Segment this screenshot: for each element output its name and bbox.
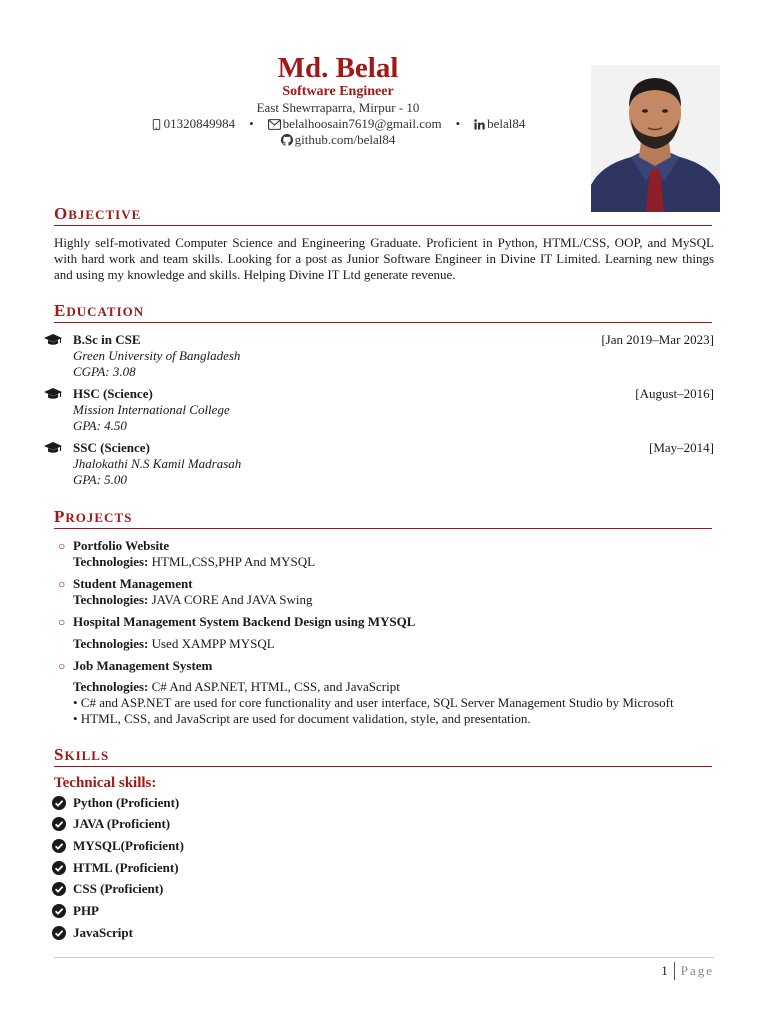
education-grade: GPA: 5.00 [73,472,127,487]
education-grade: CGPA: 3.08 [73,364,136,379]
tech-value: HTML,CSS,PHP And MYSQL [151,554,316,569]
check-circle-icon [52,882,73,896]
phone-contact [151,116,236,132]
education-grade: GPA: 4.50 [73,418,127,433]
page-label: Page [680,963,714,978]
education-item [44,332,714,380]
skill-label: PHP [73,903,99,918]
education-date: [May–2014] [649,440,714,455]
project-item [58,538,718,570]
education-degree: B.Sc in CSE [73,332,141,347]
envelope-icon [268,119,281,130]
linkedin-handle[interactable]: belal84 [487,116,526,131]
circle-bullet-icon: ○ [58,659,66,673]
projects-heading [54,508,712,529]
education-degree: HSC (Science) [73,386,153,401]
candidate-role: Software Engineer [282,84,394,99]
contact-line [120,116,556,132]
skill-label: Python (Proficient) [73,795,180,810]
profile-photo [591,65,720,212]
education-school: Jhalokathi N.S Kamil Madrasah [73,456,242,471]
heading-rest: ROJECTS [65,510,133,525]
heading-initial: E [54,301,67,320]
skill-item [52,816,170,832]
project-title: Hospital Management System Backend Design using MYSQL [73,614,416,629]
skills-subtitle: Technical skills: [54,775,157,791]
objective-heading [54,205,712,226]
github-contact[interactable] [120,132,556,148]
separator: • [455,116,461,131]
email-address[interactable]: belalhoosain7619@gmail.com [282,116,442,131]
education-date: [Jan 2019–Mar 2023] [601,332,714,347]
check-circle-icon [52,796,73,810]
project-tech [58,554,718,570]
skill-label: MYSQL(Proficient) [73,838,184,853]
skill-item [52,860,179,876]
heading-initial: S [54,745,65,764]
skill-label: JavaScript [73,925,133,940]
graduation-cap-icon [44,388,73,400]
project-title: Student Management [73,576,193,591]
heading-rest: DUCATION [66,304,145,319]
skill-label: CSS (Proficient) [73,881,164,896]
candidate-name: Md. Belal [277,52,399,84]
education-school: Green University of Bangladesh [73,348,241,363]
check-circle-icon [52,817,73,831]
page-number: 1 [661,963,668,978]
skill-item [52,881,163,897]
email-contact[interactable] [268,116,442,132]
circle-bullet-icon: ○ [58,615,66,629]
skill-item [52,838,184,854]
project-tech [58,679,718,695]
skill-item [52,795,179,811]
linkedin-icon [474,119,485,130]
tech-value: C# And ASP.NET, HTML, CSS, and JavaScript [151,679,400,694]
graduation-cap-icon [44,442,73,454]
circle-bullet-icon: ○ [58,577,66,591]
heading-rest: KILLS [64,748,110,763]
tech-value: Used XAMPP MYSQL [151,636,275,651]
footer-bar [674,962,675,980]
check-circle-icon [52,926,73,940]
check-circle-icon [52,839,73,853]
separator: • [249,116,254,131]
profile-photo-image [591,65,720,212]
skill-label: HTML (Proficient) [73,860,179,875]
heading-rest: BJECTIVE [68,207,142,222]
tech-label: Technologies: [73,636,149,651]
project-tech [58,636,718,652]
education-item [44,440,714,488]
tech-value: JAVA CORE And JAVA Swing [151,592,313,607]
circle-bullet-icon: ○ [58,539,66,553]
footer-divider [54,957,714,958]
graduation-cap-icon [44,334,73,346]
project-item [58,658,718,727]
mobile-phone-icon [151,119,162,130]
objective-text: Highly self-motivated Computer Science and Engineering Graduate. Proficient in Python, HTML/CSS, OOP, and MySQL with hard work and team skills. Looking for a post as Junior Software Engineer in Divine IT Limited. Learning new things and using my knowledge and skills. Helping Divine IT Ltd generate revenue. [54,235,714,282]
project-note: • HTML, CSS, and JavaScript are used for document validation, style, and presentation. [73,711,531,726]
education-heading [54,302,712,323]
github-item [281,132,396,148]
heading-initial: O [54,204,69,223]
education-school: Mission International College [73,402,230,417]
heading-initial: P [54,507,66,526]
project-title: Portfolio Website [73,538,170,553]
page-footer [661,962,714,980]
project-tech [58,592,718,608]
education-degree: SSC (Science) [73,440,150,455]
phone-number: 01320849984 [163,116,236,131]
skill-item [52,925,133,941]
project-item [58,576,718,608]
project-title: Job Management System [73,658,213,673]
github-url[interactable]: github.com/belal84 [294,132,396,147]
skills-heading [54,746,712,767]
tech-label: Technologies: [73,592,149,607]
github-icon [281,134,293,146]
tech-label: Technologies: [73,679,149,694]
candidate-address: East Shewrraparra, Mirpur - 10 [256,100,420,115]
check-circle-icon [52,904,73,918]
education-date: [August–2016] [635,386,714,401]
linkedin-contact[interactable] [474,116,525,132]
tech-label: Technologies: [73,554,149,569]
project-item [58,614,718,652]
skill-item [52,903,99,919]
education-item [44,386,714,434]
check-circle-icon [52,861,73,875]
project-note: • C# and ASP.NET are used for core functionality and user interface, SQL Server Management Studio by Microsoft [73,695,674,710]
resume-header [120,52,556,148]
skill-label: JAVA (Proficient) [73,816,171,831]
